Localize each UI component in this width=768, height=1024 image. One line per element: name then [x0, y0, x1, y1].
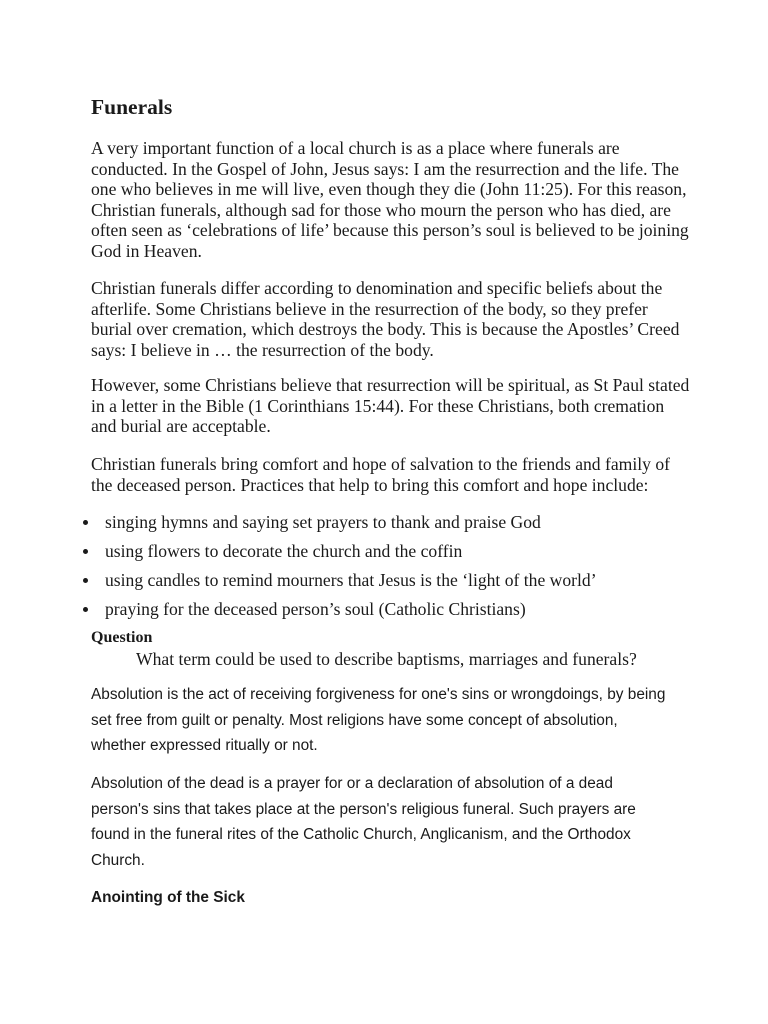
list-item [80, 541, 700, 570]
section-heading-anointing: Anointing of the Sick [91, 889, 245, 906]
paragraph-absolution-definition: Absolution is the act of receiving forgiveness for one's sins or wrongdoings, by being set free from guilt or penalty. Most religions have some concept of absolution, whether expressed ritually or not. [91, 686, 666, 754]
page-title: Funerals [91, 95, 173, 119]
paragraph-intro: A very important function of a local church is as a place where funerals are conducted. In the Gospel of John, Jesus says: I am the resurrection and the life. The one who believes in me will live, even though they die (John 11:25). For this reason, Christian funerals, although sad for those who mourn the person who has died, are often seen as ‘celebrations of life’ because this person’s soul is believed to be joining God in Heaven. [91, 138, 689, 261]
question-text: What term could be used to describe baptisms, marriages and funerals? [136, 649, 637, 669]
bullet-icon [83, 549, 88, 554]
bullet-icon [83, 578, 88, 583]
paragraph-denominations: Christian funerals differ according to denomination and specific beliefs about the afterlife. Some Christians believe in the resurrection of the body, so they prefer burial over cremation, which destroys the body. This is because the Apostles’ Creed says: I believe in … the resurrection of the body. [91, 278, 680, 360]
practices-list [80, 512, 700, 628]
list-item-text: praying for the deceased person’s soul (Catholic Christians) [105, 599, 526, 619]
bullet-icon [83, 607, 88, 612]
list-item [80, 570, 700, 599]
paragraph-spiritual-resurrection: However, some Christians believe that resurrection will be spiritual, as St Paul stated in a letter in the Bible (1 Corinthians 15:44). For these Christians, both cremation and burial are acceptable. [91, 375, 690, 437]
list-item-text: singing hymns and saying set prayers to thank and praise God [105, 512, 541, 532]
bullet-icon [83, 520, 88, 525]
paragraph-comfort-hope: Christian funerals bring comfort and hope of salvation to the friends and family of the deceased person. Practices that help to bring this comfort and hope include: [91, 454, 670, 495]
list-item-text: using flowers to decorate the church and the coffin [105, 541, 463, 561]
list-item-text: using candles to remind mourners that Jesus is the ‘light of the world’ [105, 570, 597, 590]
question-heading: Question [91, 629, 153, 646]
list-item [80, 512, 700, 541]
list-item [80, 599, 700, 628]
paragraph-absolution-dead: Absolution of the dead is a prayer for or a declaration of absolution of a dead person's sins that takes place at the person's religious funeral. Such prayers are found in the funeral rites of the Catholic Church, Anglicanism, and the Orthodox Church. [91, 775, 636, 869]
